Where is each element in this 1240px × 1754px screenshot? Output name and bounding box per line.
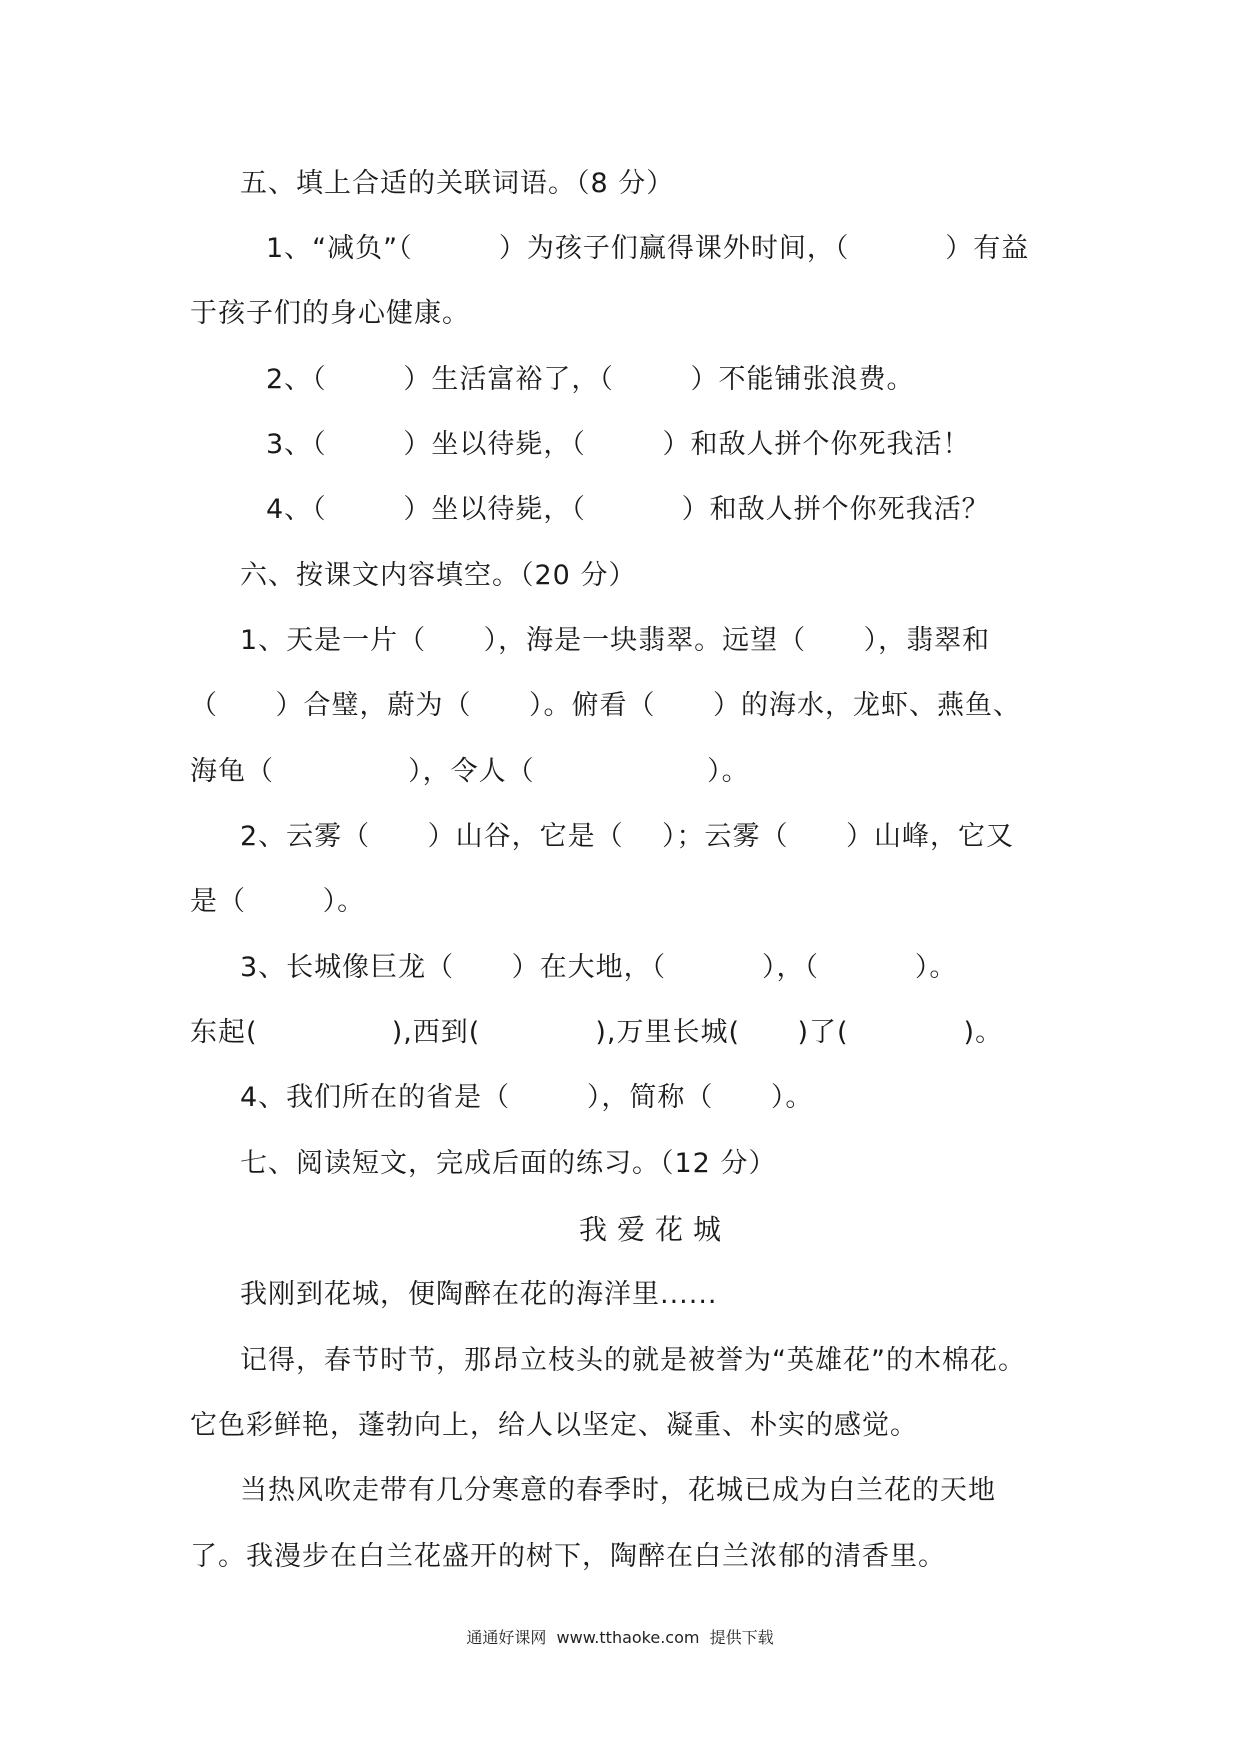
section-6-question-3-line-1: 3、长城像巨龙（ ）在大地，（ ），（ ）。 — [240, 952, 958, 983]
section-6-question-1-line-2: （ ）合璧，蔚为（ ）。俯看（ ）的海水，龙虾、燕鱼、 — [190, 690, 1021, 721]
section-5-heading: 五、填上合适的关联词语。（8 分） — [240, 168, 675, 199]
passage-paragraph-2-line-2: 它色彩鲜艳，蓬勃向上，给人以坚定、凝重、朴实的感觉。 — [190, 1410, 918, 1441]
passage-paragraph-3-line-2: 了。我漫步在白兰花盛开的树下，陶醉在白兰浓郁的清香里。 — [190, 1541, 946, 1572]
section-6-question-3-line-2: 东起( ),西到( ),万里长城( )了( )。 — [190, 1017, 1004, 1048]
section-6-question-4: 4、我们所在的省是（ ），简称（ ）。 — [240, 1082, 814, 1113]
section-5-question-2: 2、（ ）生活富裕了，（ ）不能铺张浪费。 — [266, 364, 915, 395]
passage-paragraph-3-line-1: 当热风吹走带有几分寒意的春季时，花城已成为白兰花的天地 — [240, 1475, 996, 1506]
section-6-question-2-line-2: 是（ ）。 — [190, 886, 366, 917]
passage-paragraph-2-line-1: 记得，春节时节，那昂立枝头的就是被誉为“英雄花”的木棉花。 — [240, 1345, 1026, 1376]
page-footer: 通通好课网 www.tthaoke.com 提供下载 — [466, 1628, 774, 1647]
section-6-heading: 六、按课文内容填空。（20 分） — [240, 560, 637, 591]
section-5-question-3: 3、（ ）坐以待毙，（ ）和敌人拼个你死我活！ — [266, 429, 971, 460]
passage-title: 我爱花城 — [578, 1213, 731, 1246]
section-6-question-1-line-1: 1、天是一片（ ），海是一块翡翠。远望（ ），翡翠和 — [240, 625, 991, 656]
section-5-question-4: 4、（ ）坐以待毙，（ ）和敌人拼个你死我活？ — [266, 494, 990, 525]
section-5-question-1-line-2: 于孩子们的身心健康。 — [190, 298, 470, 329]
section-7-heading: 七、阅读短文，完成后面的练习。（12 分） — [240, 1148, 777, 1179]
section-5-question-1-line-1: 1、“减负”（ ）为孩子们赢得课外时间，（ ）有益 — [266, 233, 1030, 264]
passage-paragraph-1: 我刚到花城，便陶醉在花的海洋里...... — [240, 1279, 718, 1310]
section-6-question-2-line-1: 2、云雾（ ）山谷，它是（ ）；云雾（ ）山峰，它又 — [240, 821, 1014, 852]
section-6-question-1-line-3: 海龟（ ），令人（ ）。 — [190, 756, 750, 787]
